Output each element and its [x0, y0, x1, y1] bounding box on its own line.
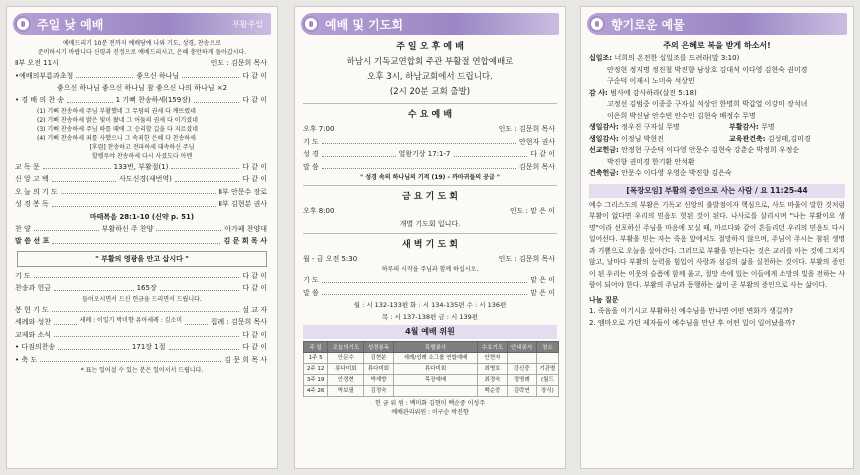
dawn-readings: 월 : 시 132-133편 화 : 시 134-135편 수 : 시 136편 — [353, 301, 507, 309]
order-label: 교 독 문 — [15, 162, 40, 171]
order-label: 봉 헌 기 도 — [15, 305, 49, 314]
table-row — [304, 364, 559, 375]
order-label: • 축 도 — [15, 355, 38, 364]
table-cell: 세례/성례 소그룹 연합예배 — [393, 353, 478, 364]
offering-names: 범사에 감사하라(살전 5:18) — [610, 88, 697, 97]
cross-icon — [589, 16, 605, 32]
table-row — [304, 386, 559, 397]
offering-names: 너희의 온전한 십일조를 드려라(말 3:10) — [614, 54, 740, 62]
page-sunday-worship — [6, 6, 278, 469]
offering-names: 구순덕 이재시 노미숙 석상민 — [607, 77, 695, 85]
order-row — [7, 304, 277, 317]
call-lyrics: 좋으신 하나님 좋으신 하나님 참 좋으신 나의 하나님 ×2 — [56, 84, 228, 92]
study-title: [목장모임] 부활의 증인으로 사는 사람 / 요 11:25-44 — [589, 184, 845, 198]
table-cell: 장식) — [536, 386, 558, 397]
order-content: 1 기뻐 찬송하세(159장) — [115, 96, 191, 104]
order-row — [7, 198, 277, 211]
order-label: 성 경 봉 독 — [15, 200, 49, 208]
roles-footer: 헌 금 위 원 : 백미화 김현미 백순중 이성주 — [374, 400, 486, 407]
afternoon-line: (2시 20분 교회 출발) — [389, 87, 471, 97]
order-label: 말 씀 — [303, 162, 319, 171]
greeting: 주의 은혜로 복을 받게 하소서! — [663, 41, 771, 50]
time: 월 - 금 오전 5:30 — [303, 254, 358, 263]
table-row — [304, 375, 559, 386]
order-row — [7, 341, 277, 354]
table-cell — [507, 353, 536, 364]
hymn-line: (3) 기뻐 찬송하세 주님 따를 때에 그 승리할 길을 다 지르셨네 — [37, 125, 198, 133]
order-content: 열왕기상 17:1-7 — [398, 150, 451, 158]
order-content: 165장 — [136, 284, 157, 292]
table-cell: 백순중 — [478, 386, 507, 397]
offering-note: 들어오시면서 드신 헌금을 드리면서 드립니다. — [82, 295, 202, 303]
table-header: 주 일 — [304, 342, 328, 353]
order-label: 성 경 — [303, 150, 319, 158]
dawn-title: 새 벽 기 도 회 — [401, 239, 458, 250]
refrain-line: [후렴] 찬송하고 전파하세 대속하신 주님 — [89, 143, 195, 151]
offering-pair: 생일감사: 정우진 구자실 무명 부활감사: 무명 — [589, 123, 775, 131]
afternoon-line: 하남시 기독교연합회 주관 부활절 연합예배로 — [346, 57, 514, 67]
order-who: 맡 은 이 — [530, 288, 555, 297]
offering-line — [581, 111, 853, 123]
table-row — [304, 353, 559, 364]
order-content: 세례 : 이일기 박미향 유아세례 : 김소미 — [79, 317, 183, 324]
table-cell: 강신중 — [507, 364, 536, 375]
offering-names: 이은희 박신남 안수빈 안수인 김현숙 배정수 무명 — [607, 111, 756, 120]
section-title: 예배 및 기도회 — [325, 17, 403, 32]
scripture-ref: 마태복음 28:1-10 (신약 p. 51) — [89, 212, 195, 221]
table-cell: 정명례 — [507, 375, 536, 386]
offering-pair: 생일감사: 이정님 박현진 교육관건축: 김성태,김미경 — [589, 134, 811, 143]
table-cell — [393, 386, 478, 397]
order-label: 신 앙 고 백 — [15, 175, 49, 183]
table-header: 수요기도 — [478, 342, 507, 353]
table-cell: 3주 19 — [304, 375, 328, 386]
section-header — [301, 13, 559, 35]
offering-names: 고정선 김범중 이종중 구자실 석상인 한명희 박갑열 이강미 장석녀 — [607, 100, 808, 108]
question: 2. 엠마오로 가던 제자들이 예수님을 만난 후 어떤 일이 일어났을까? — [589, 318, 796, 327]
table-cell: 기관별 — [536, 364, 558, 375]
order-row — [7, 70, 277, 83]
order-row — [7, 282, 277, 295]
offering-line — [581, 157, 853, 169]
table-cell: 1주 5 — [304, 353, 328, 364]
offering-line — [581, 99, 853, 111]
intro-line: 예배드리기 10분 전까지 예배당에 나와 기도, 성경, 찬송으로 — [62, 40, 222, 47]
order-row — [7, 161, 277, 174]
offering-line — [581, 65, 853, 77]
table-header: 특별봉사 — [393, 342, 478, 353]
order-who: 다 같 이 — [242, 330, 267, 339]
leader: 인도 : 맡 은 이 — [509, 207, 555, 215]
offering-pairs — [581, 122, 853, 145]
order-row — [295, 161, 565, 174]
order-row — [295, 136, 565, 149]
order-row — [7, 173, 277, 186]
time-row — [295, 123, 565, 136]
table-cell: 안문수 — [328, 353, 364, 364]
table-cell: 목장예배 — [393, 375, 478, 386]
order-content: 좋으신 하나님 — [136, 71, 180, 80]
cross-icon — [15, 16, 31, 32]
offering-line — [581, 88, 853, 100]
order-label: 세례와 성찬 — [15, 318, 52, 326]
order-label: 오 늘 의 기 도 — [15, 187, 58, 196]
intro-line: 준비하시기 바랍니다 신령과 진정으로 예배드리시고, 은혜 충만하게 돌아갑시다. — [37, 49, 247, 56]
offering-list — [581, 53, 853, 122]
order-label: 말 씀 선 포 — [15, 237, 50, 245]
cross-icon — [303, 16, 319, 32]
order-label: 찬송과 헌금 — [15, 284, 52, 292]
order-who: 설 교 자 — [242, 305, 267, 314]
study-body: 예수 그리스도의 부활은 기독교 신앙의 출발점이자 핵심으로, 사도 바울이 말한 것처럼 부활이 없다면 우리의 믿음도 헛된 것이 된다. 나사로를 살리시며 "나는 부활이요 생명"이라 선포하신 주님을 마음에 모실 때, 마르다와 같이 흔들리던 우리의 믿음도 다시 일어선다. 부활을 믿는 자는 죽음 앞에서도 절망하지 않으며, 주님이 주시는 참된 생명과 기쁨으로 오늘을 살아간다. 그러므로 부활을 믿는다는 것은 교리를 아는 것에 그치지 않고, 날마다 부활의 능력을 힘입어 사랑과 섬김의 삶을 실천하는 것이다. 부활의 증인이 된 우리는 이웃의 슬픔에 함께 울고, 절망 속에 있는 이들에게 소망의 빛을 전하는 사람이 되어야 한다. 부활의 주님과 동행하는 삶이 곧 부활의 증인으로 사는 삶이다. — [589, 200, 845, 289]
table-cell: 김현분 — [364, 353, 393, 364]
table-cell: 김정숙 — [364, 386, 393, 397]
offering-names: 박진향 권미경 한기환 안석환 — [607, 157, 695, 166]
section-header — [13, 13, 271, 35]
order-label: •예배의부름과초청 — [15, 71, 74, 80]
table-cell: 류다미회 — [364, 364, 393, 375]
order-label: 기 도 — [15, 271, 31, 280]
section-header — [587, 13, 847, 35]
order-who: Ⅱ부 김현분 권사 — [218, 200, 267, 208]
hymn-line: (2) 기뻐 찬송하세 밝은 빛이 왔네 그 어둠의 권세 다 이기셨네 — [37, 116, 198, 124]
order-row — [7, 316, 277, 329]
offering-line — [581, 76, 853, 88]
section-title: 주일 낮 예배 — [37, 17, 104, 32]
section-subtitle: 부활주일 — [232, 19, 263, 29]
dawn-readings: 목 : 시 137-138편 금 : 시 139편 — [381, 313, 479, 321]
sermon-title: " 부활의 영광을 안고 삽시다 " — [17, 251, 267, 267]
table-header: 성경봉독 — [364, 342, 393, 353]
order-row — [7, 354, 277, 367]
wednesday-title: 수 요 예 배 — [407, 110, 453, 120]
order-row — [295, 274, 565, 287]
order-label: 기 도 — [303, 137, 319, 146]
order-row — [7, 270, 277, 283]
hymn-lyrics — [7, 107, 277, 143]
order-who: 다 같 이 — [242, 162, 267, 171]
refrain-line: 할렐루야 찬송하세 다시 사셨도다 아멘 — [91, 152, 193, 160]
order-row — [7, 235, 277, 248]
order-label: 찬 양 — [15, 224, 31, 233]
mission-list — [581, 145, 853, 180]
offering-category: 선교헌금: — [589, 146, 622, 154]
afternoon-line: 오후 3시, 하남교회에서 드립니다. — [367, 72, 493, 82]
hymn-line: (1) 기뻐 찬송하세 주님 부활했네 그 무덤의 권세 다 깨뜨렸네 — [37, 107, 196, 115]
roles-footer: 예배관리위원 : 이구순 박진향 — [391, 409, 469, 416]
time: 오후 7:00 — [303, 125, 335, 133]
friday-title: 금 요 기 도 회 — [401, 192, 458, 202]
order-who: 다 같 이 — [242, 71, 268, 80]
order-row — [295, 287, 565, 300]
offering-names: 안문수 이다영 우영순 박진향 김은숙 — [621, 169, 732, 177]
table-cell: 류다미회 — [328, 364, 364, 375]
table-cell: 안현자 — [478, 353, 507, 364]
offering-category: 감 사: — [589, 88, 611, 97]
order-content: 133번, 부활절(1) — [113, 162, 169, 171]
table-header: 오늘의기도 — [328, 342, 364, 353]
order-who: 김문희 목사 — [518, 162, 555, 171]
order-row — [7, 186, 277, 199]
table-header: 청소 — [536, 342, 558, 353]
order-who: 김 문 희 목 사 — [223, 237, 267, 245]
table-cell: 류다미회 — [393, 364, 478, 375]
leader: 인도 : 김문희 목사 — [498, 254, 555, 263]
offering-line — [581, 145, 853, 157]
offering-category: 건축헌금: — [589, 169, 622, 177]
roles-title: 4월 예배 위원 — [303, 325, 557, 339]
time-row — [295, 205, 565, 218]
service-time: Ⅱ부 오전 11시 — [15, 59, 59, 67]
hymn-line: (4) 기뻐 찬송하세 죄를 사했으니 그 속죄한 은혜 다 찬송하세 — [37, 134, 196, 142]
table-cell — [536, 353, 558, 364]
time: 오후 8:00 — [303, 207, 335, 215]
order-row — [7, 329, 277, 342]
order-row — [7, 223, 277, 236]
footnote: * 표는 일어설 수 있는 분은 일어서서 드립니다. — [80, 367, 204, 374]
offering-names: 안정현 구순덕 이다영 안문수 김현숙 강춘순 박정희 우정순 — [621, 146, 800, 154]
offering-names: 안정현 정지명 정진철 박진향 남상호 김대석 이다영 김현숙 권미경 — [607, 65, 808, 74]
table-cell: 최병호 — [478, 364, 507, 375]
dawn-note: 하루의 시작을 주님과 함께 하십시오. — [381, 266, 479, 273]
questions-title: 나눔 질문 — [589, 295, 619, 304]
order-row — [295, 148, 565, 161]
order-who: 안현자 권사 — [518, 137, 555, 146]
friday-note: 개별 기도회 입니다. — [399, 219, 461, 228]
order-who: 다 같 이 — [242, 271, 267, 280]
table-cell: 박재향 — [364, 375, 393, 386]
leader: 인도 : 김문희 목사 — [210, 59, 267, 67]
table-cell: 안정현 — [328, 375, 364, 386]
order-who: 아가페 찬양대 — [224, 224, 268, 233]
order-who: 집례 : 김문희 목사 — [210, 318, 268, 326]
order-label: • 경 배 의 찬 송 — [15, 96, 65, 104]
offering-category: 십일조: — [589, 54, 615, 62]
table-cell: 4주 26 — [304, 386, 328, 397]
order-label: • 다짐의찬송 — [15, 343, 56, 351]
order-label: 기 도 — [303, 276, 319, 284]
table-cell: 박보필 — [328, 386, 364, 397]
order-who: 다 같 이 — [242, 284, 268, 292]
order-who: 다 같 이 — [242, 175, 267, 183]
wednesday-sermon: " 성경 속의 하나님의 기적 (19) - 까마귀들의 공급 " — [360, 174, 500, 181]
order-who: Ⅱ부 안문수 장로 — [218, 187, 267, 196]
roles-table — [303, 341, 559, 397]
table-cell: 김락연 — [507, 386, 536, 397]
offering-line — [581, 168, 853, 180]
order-who: 맡 은 이 — [530, 276, 555, 284]
order-content: 171장 1절 — [131, 343, 166, 351]
offering-line — [581, 53, 853, 65]
page-offerings — [580, 6, 854, 469]
order-label: 말 씀 — [303, 288, 319, 297]
leader: 인도 : 김문희 목사 — [498, 125, 555, 133]
afternoon-title: 주 일 오 후 예 배 — [396, 42, 464, 52]
order-who: 다 같 이 — [242, 96, 268, 104]
order-content: 사도신경(새번역) — [119, 175, 172, 183]
order-who: 김 문 희 목 사 — [224, 355, 267, 364]
table-cell: 2주 12 — [304, 364, 328, 375]
order-who: 다 같 이 — [530, 150, 556, 158]
order-label: 교제와 소식 — [15, 330, 52, 339]
question: 1. 죽음을 이기시고 부활하신 예수님을 만나면 어떤 변화가 생길까? — [589, 307, 794, 315]
table-cell: 최경숙 — [478, 375, 507, 386]
order-content: 부활하신 주 찬양 — [101, 224, 154, 233]
table-cell: (월드 — [536, 375, 558, 386]
order-who: 다 같 이 — [242, 343, 267, 351]
time-row — [295, 253, 565, 266]
order-row — [7, 94, 277, 107]
table-header: 안내봉사 — [507, 342, 536, 353]
page-worship-prayer — [294, 6, 566, 469]
service-time-row — [7, 57, 277, 70]
section-title: 향기로운 예물 — [611, 17, 685, 32]
